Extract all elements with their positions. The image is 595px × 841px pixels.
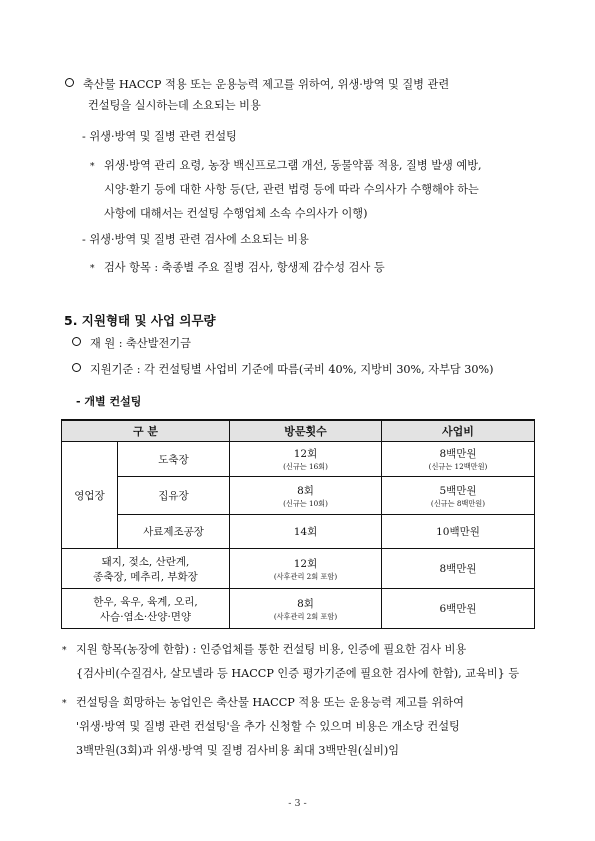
note-inspection: * 검사 항목 : 축종별 주요 질병 검사, 항생제 감수성 검사 등 <box>90 261 385 274</box>
cost-cell: 5백만원 (신규는 8백만원) <box>382 477 535 515</box>
header-visits: 방문횟수 <box>230 420 382 442</box>
category-cell: 한우, 육우, 육계, 오리, 사슴·염소·산양·면양 <box>62 589 230 629</box>
visits-cell: 14회 <box>230 515 382 549</box>
table-row <box>62 589 535 629</box>
visits-cell: 12회 (사후관리 2회 포함) <box>230 549 382 589</box>
cost-cell: 6백만원 <box>382 589 535 629</box>
circle-bullet-icon <box>72 363 81 372</box>
note-support-items-line-1: * 지원 항목(농장에 한함) : 인증업체를 통한 컨설팅 비용, 인증에 필요한 검사 비용 <box>62 643 467 656</box>
dash-item-consulting: - 위생·방역 및 질병 관련 컨설팅 <box>82 130 237 143</box>
table-row <box>62 442 535 477</box>
intro-line-2: 컨설팅을 실시하는데 소요되는 비용 <box>88 99 261 112</box>
category-cell: 돼지, 젖소, 산란계, 종축장, 메추리, 부화장 <box>62 549 230 589</box>
support-criteria: 지원기준 : 각 컨설팅별 사업비 기준에 따름(국비 40%, 지방비 30%, 자부담 30%) <box>72 361 494 377</box>
note-additional-line-2: '위생·방역 및 질병 관련 컨설팅'을 추가 신청할 수 있으며 비용은 개소당 컨설팅 <box>76 720 460 733</box>
cost-cell: 10백만원 <box>382 515 535 549</box>
visits-cell: 8회 (사후관리 2회 포함) <box>230 589 382 629</box>
note-additional-line-3: 3백만원(3회)과 위생·방역 및 질병 검사비용 최대 3백만원(실비)임 <box>76 744 400 757</box>
cost-cell: 8백만원 (신규는 12백만원) <box>382 442 535 477</box>
circle-bullet-icon <box>65 78 74 87</box>
table-row <box>62 549 535 589</box>
note-support-items-line-2: {검사비(수질검사, 살모넬라 등 HACCP 인증 평가기준에 필요한 검사에 한함), 교육비} 등 <box>76 667 520 680</box>
header-cost: 사업비 <box>382 420 535 442</box>
visits-cell: 12회 (신규는 16회) <box>230 442 382 477</box>
consulting-table <box>61 419 535 629</box>
note-additional-line-1: * 컨설팅을 희망하는 농업인은 축산물 HACCP 적용 또는 운용능력 제고를 위하여 <box>62 696 464 709</box>
note-consulting-line-1: * 위생·방역 관리 요령, 농장 백신프로그램 개선, 동물약품 적용, 질병 발생 예방, <box>90 159 482 172</box>
page-number: - 3 - <box>288 798 307 809</box>
note-consulting-line-3: 사항에 대해서는 컨설팅 수행업체 소속 수의사가 이행) <box>104 207 368 220</box>
table-header-row <box>62 420 535 442</box>
header-category: 구 분 <box>62 420 230 442</box>
dash-item-inspection: - 위생·방역 및 질병 관련 검사에 소요되는 비용 <box>82 233 309 246</box>
category-cell: 도축장 <box>118 442 230 477</box>
circle-bullet-icon <box>72 337 81 346</box>
intro-line-1: 축산물 HACCP 적용 또는 운용능력 제고를 위하여, 위생·방역 및 질병 관련 <box>65 76 449 92</box>
category-cell: 집유장 <box>118 477 230 515</box>
note-consulting-line-2: 시양·환기 등에 대한 사항 등(단, 관련 법령 등에 따라 수의사가 수행해야 하는 <box>104 183 479 196</box>
funding-source: 재 원 : 축산발전기금 <box>72 335 191 351</box>
table-row <box>62 515 535 549</box>
cost-cell: 8백만원 <box>382 549 535 589</box>
visits-cell: 8회 (신규는 10회) <box>230 477 382 515</box>
section-title: 5. 지원형태 및 사업 의무량 <box>64 313 216 328</box>
subheading-individual-consulting: - 개별 컨설팅 <box>76 395 142 408</box>
category-cell: 사료제조공장 <box>118 515 230 549</box>
group-label-business: 영업장 <box>62 442 118 549</box>
table-row <box>62 477 535 515</box>
